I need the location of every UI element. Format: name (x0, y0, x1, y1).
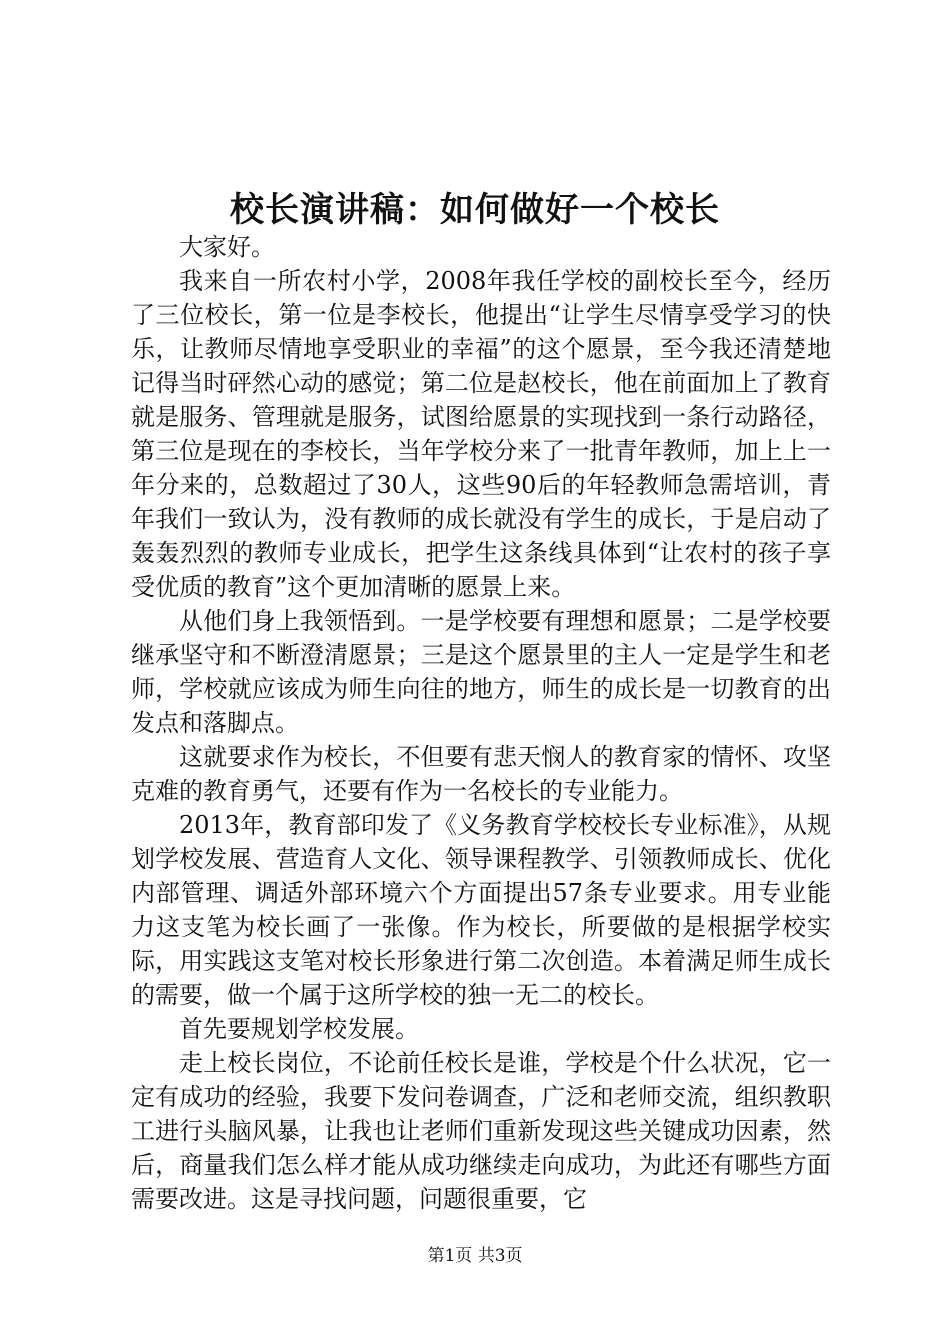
document-body (131, 230, 831, 1216)
paragraph-planning-heading: 首先要规划学校发展。 (179, 1015, 419, 1043)
paragraph-standards: 2013年，教育部印发了《义务教育学校校长专业标准》，从规划学校发展、营造育人文化、领导课程教学、引领教师成长、优化内部管理、调适外部环境六个方面提出57条专业要求。用专业能力这支笔为校长画了一张像。作为校长，所要做的是根据学校实际，用实践这支笔对校长形象进行第二次创造。本着满足师生成长的需要，做一个属于这所学校的独一无二的校长。 (131, 811, 831, 1009)
paragraph-background: 我来自一所农村小学，2008年我任学校的副校长至今，经历了三位校长，第一位是李校长，他提出“让学生尽情享受学习的快乐，让教师尽情地享受职业的幸福”的这个愿景，至今我还清楚地记得当时砰然心动的感觉；第二位是赵校长，他在前面加上了教育就是服务、管理就是服务，试图给愿景的实现找到一条行动路径，第三位是现在的李校长，当年学校分来了一批青年教师，加上上一年分来的，总数超过了30人，这些90后的年轻教师急需培训，青年我们一致认为，没有教师的成长就没有学生的成长，于是启动了轰轰烈烈的教师专业成长，把学生这条线具体到“让农村的孩子享受优质的教育”这个更加清晰的愿景上来。 (131, 267, 831, 601)
paragraph-requirements: 这就要求作为校长，不但要有悲天悯人的教育家的情怀、攻坚克难的教育勇气，还要有作为一名校长的专业能力。 (131, 743, 831, 805)
paragraph-planning: 走上校长岗位，不论前任校长是谁，学校是个什么状况，它一定有成功的经验，我要下发问卷调查，广泛和老师交流，组织教职工进行头脑风暴，让我也让老师们重新发现这些关键成功因素，然后，商量我们怎么样才能从成功继续走向成功，为此还有哪些方面需要改进。这是寻找问题，问题很重要，它 (131, 1049, 831, 1213)
paragraph-greeting: 大家好。 (179, 233, 275, 261)
paragraph-lessons: 从他们身上我领悟到。一是学校要有理想和愿景；二是学校要继承坚守和不断澄清愿景；三是这个愿景里的主人一定是学生和老师，学校就应该成为师生向往的地方，师生的成长是一切教育的出发点和落脚点。 (131, 607, 831, 737)
document-title: 校长演讲稿：如何做好一个校长 (230, 190, 720, 230)
page-footer: 第1页 共3页 (427, 1246, 523, 1266)
